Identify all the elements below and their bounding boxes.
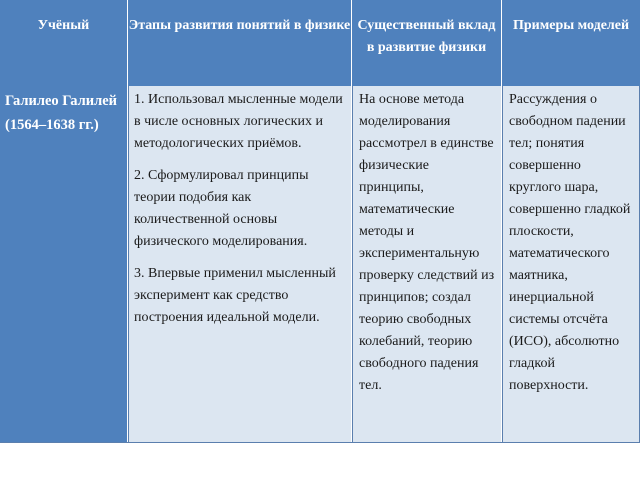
- header-scientist: Учёный: [0, 0, 128, 86]
- stage-item-1: 1. Использовал мысленные модели в числе основных логических и методологических приёмов.: [134, 92, 343, 151]
- cell-stages: [128, 86, 352, 442]
- header-examples: Примеры моделей: [512, 18, 630, 33]
- header-stages: Этапы развития понятий в физике: [128, 0, 352, 86]
- table-row: [0, 86, 640, 443]
- stage-item-3: 3. Впервые применил мысленный эксперимент как средство построения идеальной модели.: [134, 266, 336, 325]
- table-header-row: [0, 0, 640, 86]
- cell-contribution: На основе метода моделирования рассмотрел в единстве физические принципы, математические методы и экспериментальную проверку следствий из принципов; создал теорию свободных колебаний, теорию свободного падения тел.: [352, 86, 502, 442]
- stage-item-2: 2. Сформулировал принципы теории подобия как количественной основы физического моделирования.: [134, 168, 309, 249]
- cell-scientist: Галилео Галилей (1564–1638 гг.): [0, 86, 128, 442]
- cell-examples: Рассуждения о свободном падении тел; понятия совершенно круглого шара, совершенно гладкой плоскости, математического маятника, инерциальной системы отсчёта (ИСО), абсолютно гладкой поверхности.: [502, 86, 640, 442]
- header-contribution: Существенный вклад в развитие физики: [352, 0, 502, 86]
